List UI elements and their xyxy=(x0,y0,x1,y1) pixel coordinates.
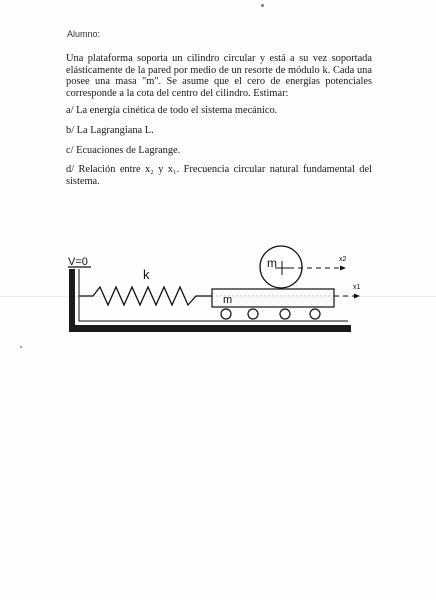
platform-wheels xyxy=(221,309,320,319)
question-b: b/ La Lagrangiana L. xyxy=(66,125,154,136)
question-a: a/ La energía cinética de todo el sistema mecánico. xyxy=(66,105,278,116)
x2-label: x2 xyxy=(339,256,347,263)
paper-speck xyxy=(20,346,22,348)
x1-arrowhead-icon xyxy=(354,294,360,299)
x1-label: x1 xyxy=(353,284,360,291)
question-c: c/ Ecuaciones de Lagrange. xyxy=(66,145,181,156)
question-d: d/ Relación entre x₂ y x₁. Frecuencia circular natural fundamental del sistema. xyxy=(66,164,372,187)
paper-speck xyxy=(261,4,264,7)
x2-arrowhead-icon xyxy=(340,266,346,271)
platform-mass-label: m xyxy=(223,294,233,306)
student-label: Alumno: xyxy=(67,29,101,39)
mechanical-system-diagram xyxy=(60,245,360,335)
problem-statement: Una plataforma soporta un cilindro circular y está a su vez soportada elásticamente de la pared por medio de un resorte de módulo k. Cada una posee una masa "m". Se asume que el cero de energías potenciales corresponde a la cota del centro del cilindro. Estimar: xyxy=(66,53,372,99)
cylinder-mass-label: m xyxy=(267,256,277,270)
spring-constant-label: k xyxy=(143,267,150,282)
potential-zero-label: V=0 xyxy=(68,256,88,268)
spring xyxy=(79,287,212,305)
